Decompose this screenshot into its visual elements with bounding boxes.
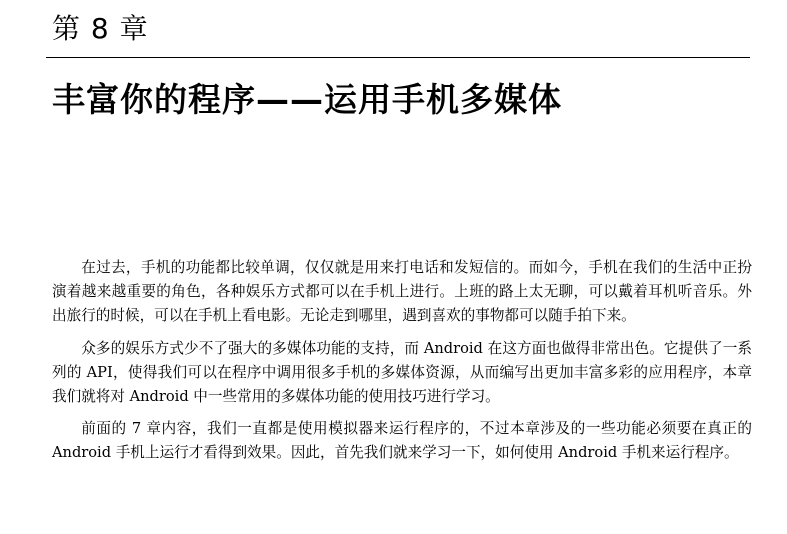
chapter-intro [52, 256, 752, 474]
chapter-header-rule [46, 57, 750, 58]
paragraph: 众多的娱乐方式少不了强大的多媒体功能的支持，而 Android 在这方面也做得非常出色。它提供了一系列的 API，使得我们可以在程序中调用很多手机的多媒体资源，从而编写出更加丰富多彩的应用程序，本章我们就将对 Android 中一些常用的多媒体功能的使用技巧进行学习。 [52, 339, 752, 406]
chapter-number: 第 8 章 [52, 12, 149, 45]
paragraph: 在过去，手机的功能都比较单调，仅仅就是用来打电话和发短信的。而如今，手机在我们的生活中正扮演着越来越重要的角色，各种娱乐方式都可以在手机上进行。上班的路上太无聊，可以戴着耳机听音乐。外出旅行的时候，可以在手机上看电影。无论走到哪里，遇到喜欢的事物都可以随手拍下来。 [52, 259, 752, 325]
chapter-title: 丰富你的程序——运用手机多媒体 [52, 80, 562, 119]
paragraph: 前面的 7 章内容，我们一直都是使用模拟器来运行程序的，不过本章涉及的一些功能必须要在真正的 Android 手机上运行才看得到效果。因此，首先我们就来学习一下，如何使用 Android 手机来运行程序。 [52, 420, 752, 462]
